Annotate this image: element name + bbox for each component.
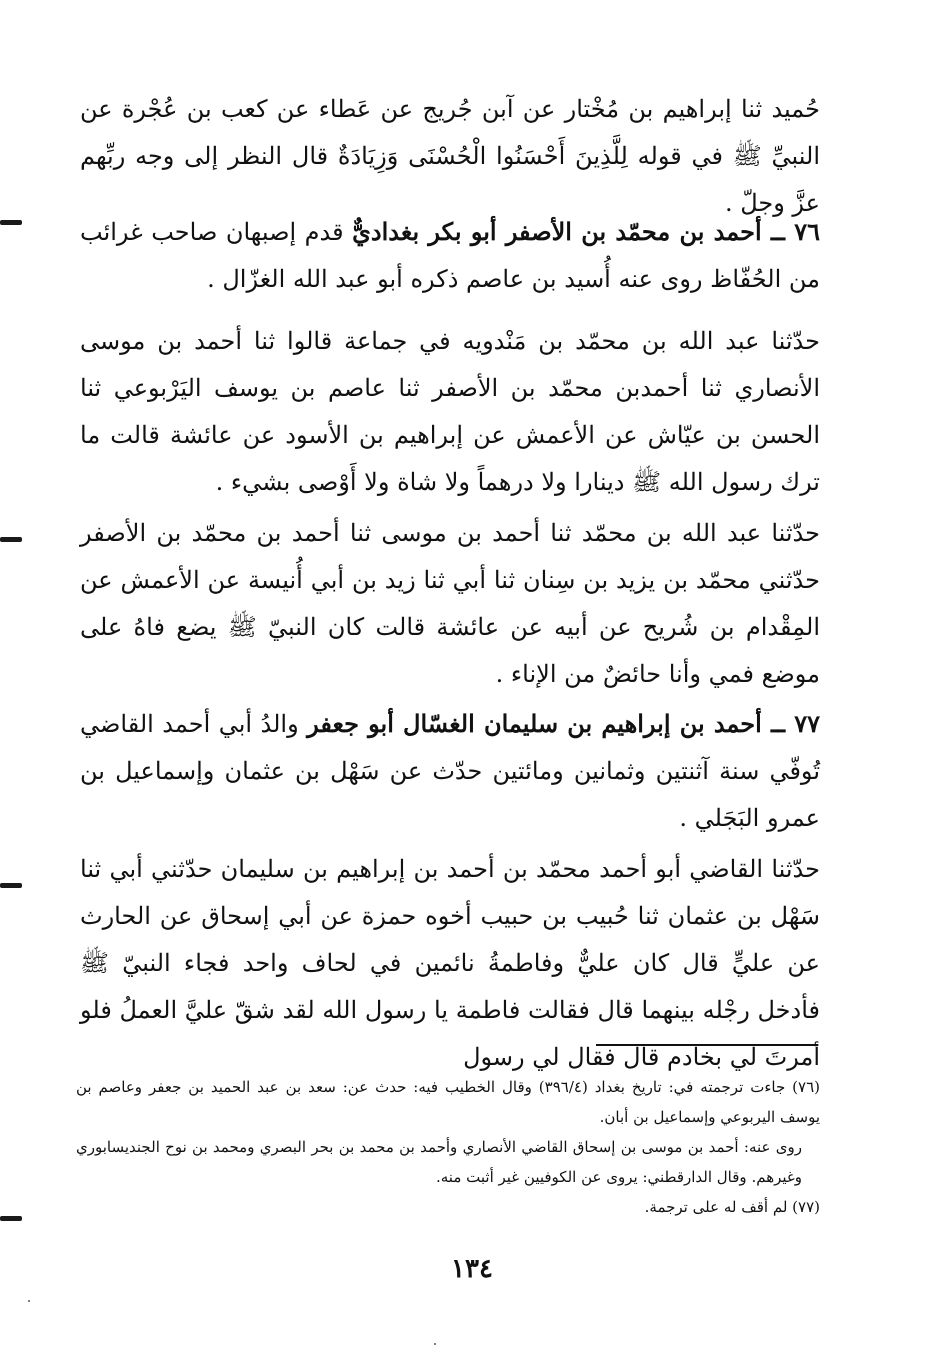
scan-speck [28,1300,30,1302]
paragraph-biography-76 [80,208,820,303]
paragraph-text: حدّثنا القاضي أبو أحمد محمّد بن أحمد بن إبراهيم بن سليمان حدّثني أبي ثنا سَهْل بن عثمان ثنا حُبيب بن حبيب أخوه حمزة عن أبي إسحاق عن الحارث عن عليٍّ قال كان عليٌّ وفاطمةُ نائمين في لحاف واحد فجاء النبيّ ﷺ فأدخل رجْله بينهما قال فقالت فاطمة يا رسول الله لقد شقّ عليَّ العملُ فلو أمرتَ لي بخادم قال فقال لي رسول [80,855,820,1071]
paragraph-text: حُميد ثنا إبراهيم بن مُخْتار عن آبن جُريج عن عَطاء عن كعب بن عُجْرة عن النبيِّ ﷺ في قوله لِلَّذِينَ أَحْسَنُوا الْحُسْنَى وَزِيَادَةٌ قال النظر إلى وجه ربِّهم عزَّ وجلّ . [80,95,820,217]
entry-text: قدم إصبهان صاحب غرائب من الحُفّاظ روى عنه أُسيد بن عاصم ذكره أبو عبد الله الغزّال . [80,218,820,293]
paragraph-hadith-1 [80,86,820,227]
paragraph-hadith-2 [80,318,820,506]
scan-edge-mark [0,883,22,888]
footnote-76-continued: روى عنه: أحمد بن موسى بن إسحاق القاضي الأنصاري وأحمد بن محمد بن بحر البصري ومحمد بن نوح الجنديسابوري وغيرهم. وقال الدارقطني: يروى عن الكوفيين غير أثبت منه. [76,1138,802,1186]
paragraph-text: حدّثنا عبد الله بن محمّد بن مَنْدويه في جماعة قالوا ثنا أحمد بن موسى الأنصاري ثنا أحمدبن محمّد بن الأصفر ثنا عاصم بن يوسف اليَرْبوعي ثنا الحسن بن عيّاش عن الأعمش عن إبراهيم بن الأسود عن عائشة قالت ما ترك رسول الله ﷺ دينارا ولا درهماً ولا شاة ولا أَوْصى بشيء . [80,327,820,496]
entry-heading: ٧٧ ــ أحمد بن إبراهيم بن سليمان الغسّال أبو جعفر [307,709,821,738]
scan-edge-mark [0,537,22,542]
paragraph-biography-77 [80,700,820,842]
paragraph-hadith-3 [80,510,820,698]
footnote-76: (٧٦) جاءت ترجمته في: تاريخ بغداد (٣٩٦/٤) وقال الخطيب فيه: حدث عن: سعد بن عبد الحميد بن جعفر وعاصم بن يوسف اليربوعي وإسماعيل بن أبان. [76,1078,821,1126]
entry-heading: ٧٦ ــ أحمد بن محمّد بن الأصفر أبو بكر بغداديٌّ [352,217,820,246]
page-number: ١٣٤ [451,1254,493,1284]
scan-speck [434,1343,436,1345]
scan-edge-mark [0,1216,22,1221]
scan-edge-mark [0,220,22,225]
footnote-separator [596,1044,818,1046]
entry-text: والدُ أبي أحمد القاضي تُوفّي سنة آثنتين وثمانين ومائتين حدّث عن سَهْل بن عثمان وإسماعيل بن عمرو البَجَلي . [80,710,821,832]
paragraph-text: حدّثنا عبد الله بن محمّد ثنا أحمد بن موسى ثنا أحمد بن محمّد بن الأصفر حدّثني محمّد بن يزيد بن سِنان ثنا أبي ثنا زيد بن أبي أُنيسة عن الأعمش عن المِقْدام بن شُريح عن أبيه عن عائشة قالت كان النبيّ ﷺ يضع فاهُ على موضع فمي وأنا حائضٌ من الإناء . [80,519,820,688]
footnotes [76,1072,820,1222]
footnote-77: (٧٧) لم أقف له على ترجمة. [644,1198,820,1216]
